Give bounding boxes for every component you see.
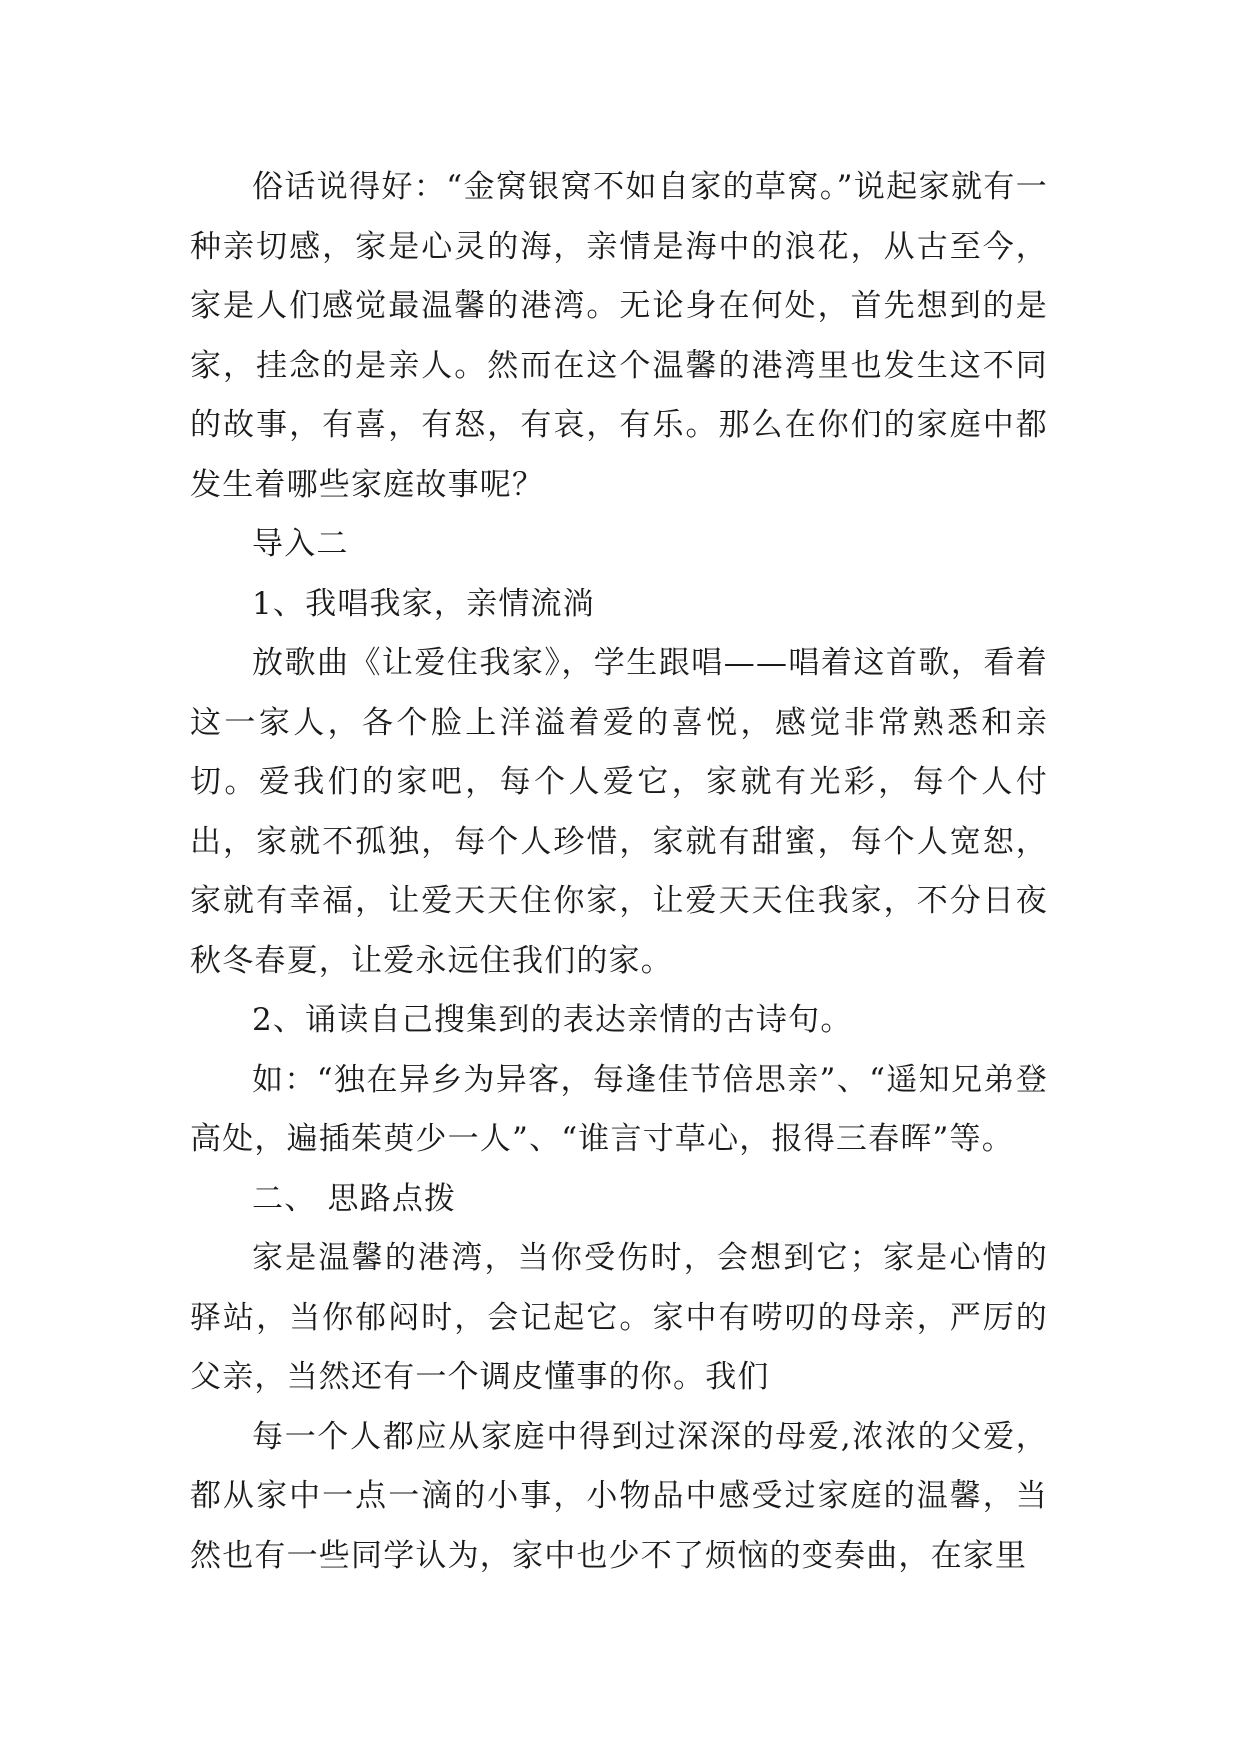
- paragraph-intro: 俗话说得好：“金窝银窝不如自家的草窝。”说起家就有一种亲切感，家是心灵的海，亲情是海中的浪花，从古至今，家是人们感觉最温馨的港湾。无论身在何处，首先想到的是家，挂念的是亲人。然而在这个温馨的港湾里也发生这不同的故事，有喜，有怒，有哀，有乐。那么在你们的家庭中都发生着哪些家庭故事呢？: [190, 169, 1048, 503]
- paragraph-home-harbor: 家是温馨的港湾，当你受伤时，会想到它；家是心情的驿站，当你郁闷时，会记起它。家中有唠叨的母亲，严厉的父亲，当然还有一个调皮懂事的你。我们: [190, 1240, 1048, 1395]
- heading-lead-in-two: 导入二: [252, 526, 349, 562]
- paragraph-poem-examples: 如：“独在异乡为异客，每逢佳节倍思亲”、“遥知兄弟登高处，遍插茱萸少一人”、“谁言寸草心，报得三春晖”等。: [190, 1061, 1048, 1157]
- document-body: [190, 158, 1048, 1586]
- heading-recite-poems: 2、诵读自己搜集到的表达亲情的古诗句。: [252, 1002, 853, 1038]
- heading-approach-guidance: 二、 思路点拨: [252, 1180, 457, 1217]
- heading-sing-my-home: 1、我唱我家，亲情流淌: [252, 585, 595, 622]
- paragraph-family-love: 每一个人都应从家庭中得到过深深的母爱,浓浓的父爱，都从家中一点一滴的小事，小物品中感受过家庭的温馨，当然也有一些同学认为，家中也少不了烦恼的变奏曲，在家里: [190, 1418, 1048, 1574]
- paragraph-song: 放歌曲《让爱住我家》，学生跟唱——唱着这首歌，看着这一家人，各个脸上洋溢着爱的喜悦，感觉非常熟悉和亲切。爱我们的家吧，每个人爱它，家就有光彩，每个人付出，家就不孤独，每个人珍惜，家就有甜蜜，每个人宽恕，家就有幸福，让爱天天住你家，让爱天天住我家，不分日夜秋冬春夏，让爱永远住我们的家。: [190, 645, 1048, 979]
